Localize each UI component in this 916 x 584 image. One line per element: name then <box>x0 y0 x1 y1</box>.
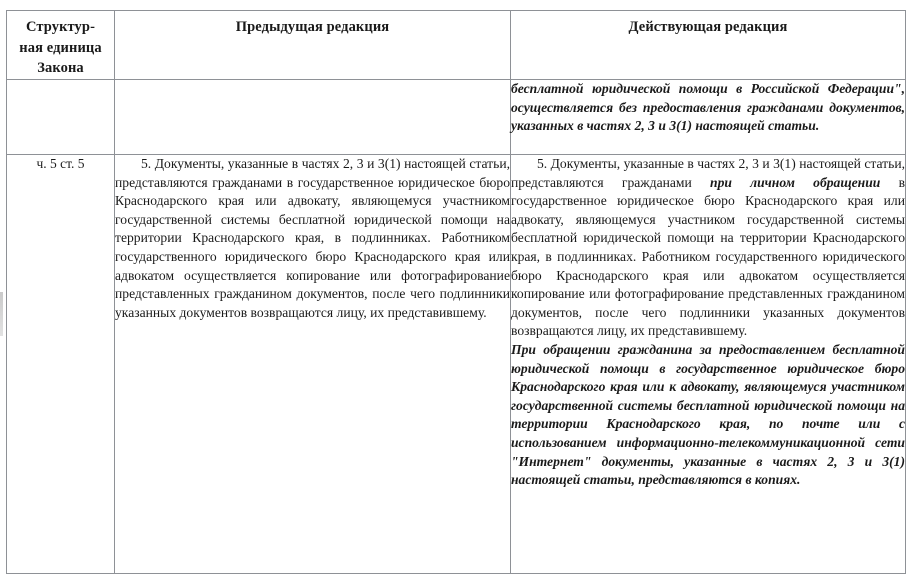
table-header <box>7 11 906 80</box>
current-version-text-part-2: в государственное юридическое бюро Краснодарского края или адвокату, являющемуся участником государственной системы бесплатной юридической помощи на территории Краснодарского края, в подлинниках. Работником государственного юридического бюро Краснодарского края или адвокатом осуществляется копирование или фотографирование представленных гражданином документов, после чего подлинники указанных документов возвращаются лицу, их представившему. <box>511 174 905 339</box>
column-header-structural-unit-line-1: Структур- <box>25 19 96 35</box>
cell-structural-unit <box>7 80 115 155</box>
cell-structural-unit: ч. 5 ст. 5 <box>7 155 115 574</box>
law-amendment-comparison-table <box>6 10 906 574</box>
table-header-row <box>7 11 906 80</box>
cell-previous-version <box>115 155 511 574</box>
table-row <box>7 80 906 155</box>
current-version-amended-paragraph: При обращении гражданина за предоставлением бесплатной юридической помощи в государственное юридическое бюро Краснодарского края или к адвокату, являющемуся участником государственной системы бесплатной юридической помощи на территории Краснодарского края, по почте или с использованием информационно-телекоммуникационной сети "Интернет" документы, указанные в частях 2, 3 и 3(1) настоящей статьи, представляются в копиях. <box>511 341 905 488</box>
column-header-structural-unit-line-2: ная единица <box>19 39 102 56</box>
cell-previous-version <box>115 80 511 155</box>
column-header-structural-unit-line-3: Закона <box>37 60 84 76</box>
previous-version-text: 5. Документы, указанные в частях 2, 3 и 3(1) настоящей статьи, представляются гражданами в государственное юридическое бюро Краснодарского края или адвокату, являющемуся участником государственной системы бесплатной юридической помощи на территории Краснодарского края, в подлинниках. Работником государственного юридического бюро Краснодарского края или адвокатом осуществляется копирование или фотографирование представленных гражданином документов, после чего подлинники указанных документов возвращаются лицу, их представившему. <box>115 156 510 320</box>
current-version-text-part-1: 5. Документы, указанные в частях 2, 3 и 3(1) настоящей статьи, представляются гражданами <box>511 156 905 190</box>
column-header-current-version <box>511 11 906 80</box>
cell-current-version <box>511 155 906 574</box>
column-header-structural-unit <box>7 11 115 80</box>
column-header-previous-version-label: Предыдущая редакция <box>235 19 390 35</box>
table-row <box>7 155 906 574</box>
scan-artifact <box>0 292 3 336</box>
current-version-amended-fragment: бесплатной юридической помощи в Российской Федерации", осуществляется без предоставления гражданами документов, указанных в частях 2, 3 и 3(1) настоящей статьи. <box>511 81 905 134</box>
table-body <box>7 80 906 574</box>
column-header-previous-version <box>115 11 511 80</box>
current-version-amended-inline: при личном обращении <box>710 174 881 190</box>
column-header-current-version-label: Действующая редакция <box>628 19 788 35</box>
current-version-text <box>511 155 905 341</box>
cell-current-version <box>511 80 906 155</box>
